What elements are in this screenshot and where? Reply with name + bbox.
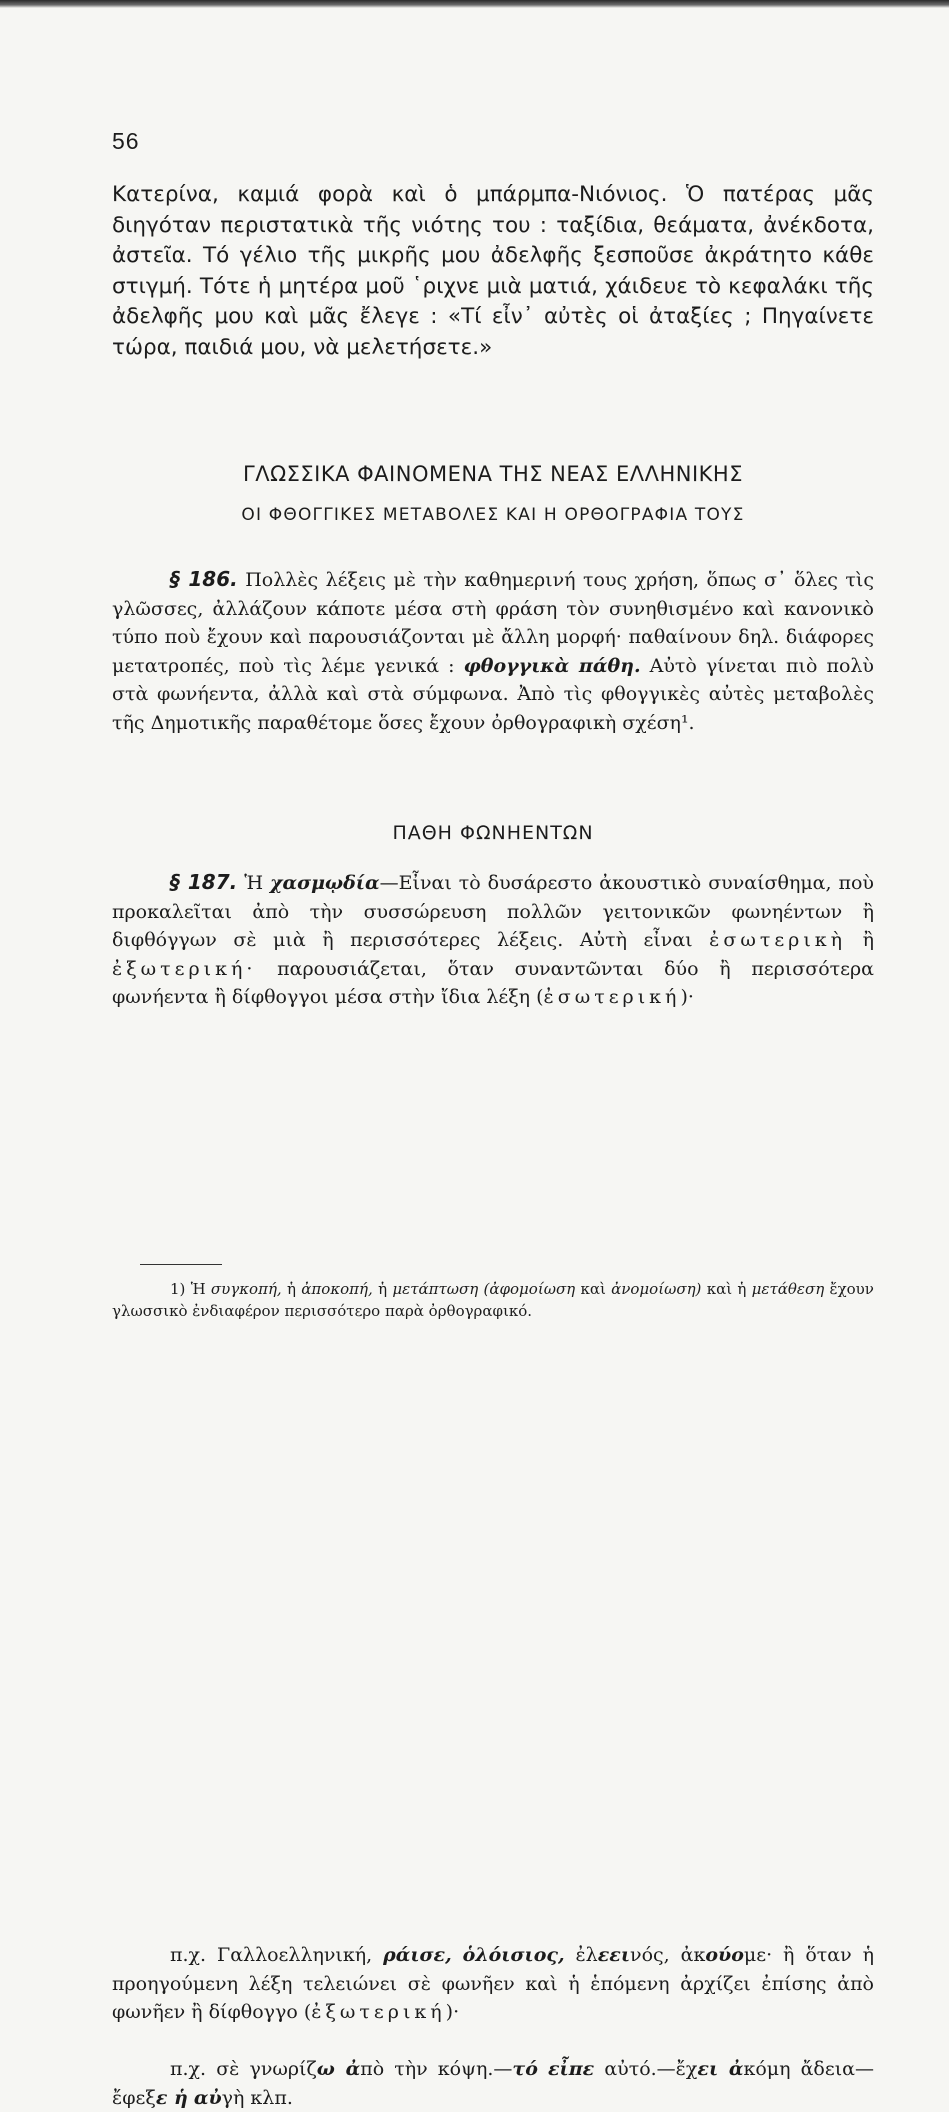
example-text: ἢ ὅταν ἡ προηγούμενη λέξη τελειώνει σὲ φωνῆεν καὶ ἡ ἑπόμενη ἀρχίζει ἐπίσης ἀπὸ φωνῆεν ἢ δίφθογγο ( [112, 1944, 874, 2023]
footnote-text: ἔχουν γλωσσικὸ ἐνδιαφέρον περισσότερο παρὰ ὀρθογραφικό. [112, 1280, 874, 1320]
section-number: § 187. [170, 870, 238, 894]
footnote-text: ἡ [287, 1280, 296, 1298]
bold-example: ει ἀ [697, 2058, 744, 2080]
bold-example: εει [597, 1944, 631, 1966]
section-text: Αὐτὸ γίνεται πιὸ πολὺ στὰ φωνήεντα, ἀλλὰ καὶ στὰ σύμφωνα. Ἀπὸ τὶς φθογγικὲς αὐτὲς μεταβολὲς τῆς Δημοτικῆς παραθέτομε ὅσες ἔχουν ὀρθογραφικὴ σχέση¹. [112, 654, 874, 734]
section-186 [112, 565, 874, 737]
section-186-paragraph [112, 565, 874, 737]
section-text: παρουσιάζεται, ὅταν συναντῶνται δύο ἢ περισσότερα φωνήεντα ἢ δίφθογγοι μέσα στὴν ἴδια λέξη ( [112, 957, 874, 1008]
bold-example: εἶπε [548, 2058, 595, 2080]
example-1-paragraph [112, 1941, 874, 2027]
example-text: σὲ γνωρίζ [216, 2058, 317, 2080]
footnote-text: ἡ [378, 1280, 388, 1298]
spaced-word: ἐσωτερική [543, 986, 681, 1008]
section-number: § 186. [170, 567, 238, 591]
bold-example: ὁλόισιος, [462, 1944, 565, 1966]
article: Ἡ [244, 872, 264, 894]
section-text: )· [680, 986, 694, 1008]
bold-example: ούο [705, 1944, 744, 1966]
conjunction: ἢ [862, 929, 874, 951]
page-number: 56 [112, 128, 140, 154]
example-2 [112, 2055, 874, 2112]
footnote-divider [140, 1264, 222, 1265]
example-text: ἐλ [575, 1944, 598, 1966]
footnote-paragraph [112, 1278, 874, 1322]
bold-example: τό [512, 2058, 538, 2080]
footnote-term: μετάπτωση [392, 1280, 479, 1298]
footnote [112, 1278, 874, 1322]
spaced-word: ἐσωτερικὴ [709, 929, 847, 951]
bold-example: ράισε, [383, 1944, 452, 1966]
section-text: —Εἶναι τὸ δυσάρεστο ἀκουστικὸ συναίσθημα, ποὺ προκαλεῖται ἀπὸ τὴν συσσώρευση πολλῶν γειτονικῶν φωνηέντων ἢ διφθόγγων σὲ μιὰ ἢ περισσότερες λέξεις. Αὐτὴ εἶναι [112, 872, 874, 951]
bold-term: φθογγικὰ πάθη. [463, 654, 641, 677]
footnote-text: καὶ [580, 1280, 606, 1298]
spaced-word: ἐξωτερική· [112, 957, 257, 980]
example-text: Γαλλοελληνική, [217, 1944, 373, 1966]
footnote-term: ἀνομοίωση) [611, 1280, 702, 1298]
chapter-subheading: ΟΙ ΦΘΟΓΓΙΚΕΣ ΜΕΤΑΒΟΛΕΣ ΚΑΙ Η ΟΡΘΟΓΡΑΦΙΑ ΤΟΥΣ [241, 505, 745, 525]
example-text: με· [743, 1944, 773, 1966]
bold-term: χασμῳδία [270, 872, 380, 894]
subsection-heading: ΠΑΘΗ ΦΩΝΗΕΝΤΩΝ [392, 822, 594, 844]
bold-example: ω ἀ [316, 2058, 361, 2080]
bold-example: αὐ [193, 2086, 222, 2109]
example-text: ἀκ [680, 1944, 706, 1966]
footnote-term: συγκοπή, [210, 1280, 282, 1298]
scan-top-edge [0, 0, 949, 8]
chapter-heading: ΓΛΩΣΣΙΚΑ ΦΑΙΝΟΜΕΝΑ ΤΗΣ ΝΕΑΣ ΕΛΛΗΝΙΚΗΣ [243, 462, 743, 486]
section-187-paragraph [112, 868, 874, 1012]
bold-example: ε ἡ [155, 2086, 188, 2109]
footnote-term: μετάθεση [751, 1280, 825, 1298]
footnote-marker: 1) [170, 1280, 186, 1298]
example-text: γὴ κλπ. [221, 2086, 293, 2109]
example-prefix: π.χ. [170, 2058, 207, 2080]
spaced-word: ἐξωτερική [311, 2001, 446, 2023]
example-prefix: π.χ. [170, 1944, 207, 1966]
section-text: Πολλὲς λέξεις μὲ τὴν καθημερινή τους χρήση, ὅπως σ᾿ ὅλες τὶς γλῶσσες, ἀλλάζουν κάποτε μέσα στὴ φράση τὸν συνηθισμένο καὶ κανονικὸ τύπο ποὺ ἔχουν καὶ παρουσιάζονται μὲ ἄλλη μορφή· παθαίνουν δηλ. διάφορες μετατροπές, ποὺ τὶς λέμε γενικά : [112, 569, 874, 677]
example-1 [112, 1941, 874, 2027]
footnote-term: ἀποκοπή, [301, 1280, 373, 1298]
example-text: κόμη ἄδεια—ἔφεξ [112, 2058, 874, 2109]
footnote-text: καὶ ἡ [706, 1280, 747, 1298]
intro-paragraph: Κατερίνα, καμιά φορὰ καὶ ὁ μπάρμπα-Νιόνιος. Ὁ πατέρας μᾶς διηγόταν περιστατικὰ τῆς νιότης του : ταξίδια, θεάματα, ἀνέκδοτα, ἀστεῖα. Τό γέλιο τῆς μικρῆς μου ἀδελφῆς ξεσποῦσε ἀκράτητο κάθε στιγμή. Τότε ἡ μητέρα μοῦ ῾ριχνε μιὰ ματιά, χάιδευε τὸ κεφαλάκι τῆς ἀδελφῆς μου καὶ μᾶς ἔλεγε : «Τί εἶν᾿ αὐτὲς οἱ ἀταξίες ; Πηγαίνετε τώρα, παιδιά μου, νὰ μελετήσετε.» [112, 182, 874, 360]
example-2-paragraph [112, 2055, 874, 2112]
example-text: νός, [630, 1944, 670, 1966]
example-text: )· [445, 2001, 460, 2023]
footnote-term: (ἀφομοίωση [483, 1280, 576, 1298]
example-text: αὐτό.—ἔχ [604, 2058, 698, 2080]
footnote-text: Ἡ [190, 1280, 206, 1298]
example-text: πὸ τὴν κόψη.— [360, 2058, 513, 2080]
